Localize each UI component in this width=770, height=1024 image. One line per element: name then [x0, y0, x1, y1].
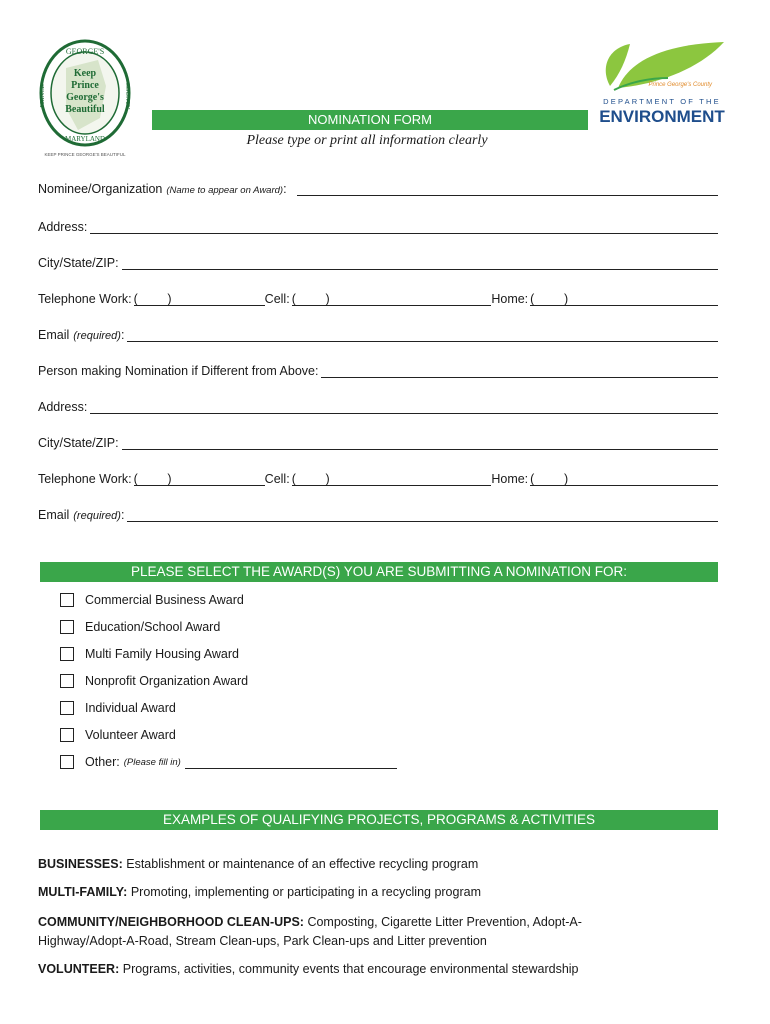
keep-prince-georges-beautiful-logo — [36, 38, 134, 160]
nominator-address-row — [38, 396, 718, 414]
checkbox[interactable] — [60, 647, 74, 661]
checkbox[interactable] — [60, 620, 74, 634]
nominee-name-label: Nominee/Organization — [38, 182, 163, 196]
award-option-label: Education/School Award — [85, 620, 221, 634]
nominator-city-label: City/State/ZIP: — [38, 436, 119, 450]
logo-env-line: ENVIRONMENT — [599, 107, 725, 126]
example-businesses — [38, 855, 718, 874]
nominee-city-row — [38, 252, 718, 270]
award-other-field[interactable] — [185, 755, 397, 769]
nominee-city-field[interactable] — [122, 255, 718, 270]
nominee-cell-phone-field[interactable] — [330, 291, 492, 306]
award-option-nonprofit[interactable] — [60, 672, 248, 690]
example-text: Establishment or maintenance of an effective recycling program — [126, 857, 479, 871]
logo-word-3: George's — [66, 92, 104, 103]
nominator-phone-work-label: Telephone Work: — [38, 472, 132, 486]
nominee-phone-cell-label: Cell: — [264, 292, 290, 306]
award-option-other-hint: (Please fill in) — [123, 756, 181, 768]
nominator-city-field[interactable] — [122, 435, 718, 450]
nominator-work-area-code[interactable]: ( ) — [133, 472, 172, 486]
nominee-phone-home-label: Home: — [491, 292, 529, 306]
example-text: Programs, activities, community events that encourage environmental stewardship — [122, 962, 579, 976]
nominator-cell-phone-field[interactable] — [330, 471, 492, 486]
nominee-address-field[interactable] — [90, 219, 718, 234]
nominee-email-colon: : — [120, 328, 125, 342]
department-of-environment-logo — [590, 38, 730, 130]
nominee-email-hint: (required) — [73, 330, 121, 342]
nominator-work-phone-field[interactable] — [172, 471, 265, 486]
nominator-email-row — [38, 504, 718, 522]
logo-county-text: Prince George's County — [648, 82, 712, 88]
form-subtitle: Please type or print all information clearly — [246, 133, 488, 148]
checkbox[interactable] — [60, 701, 74, 715]
logo-ring-left: PRINCE — [39, 84, 46, 108]
nominator-address-field[interactable] — [90, 399, 718, 414]
nominator-home-area-code[interactable]: ( ) — [530, 472, 569, 486]
example-volunteer — [38, 960, 718, 979]
award-option-label: Individual Award — [85, 701, 176, 715]
nominator-email-label: Email — [38, 508, 70, 522]
nominator-name-label: Person making Nomination if Different from Above: — [38, 364, 319, 378]
award-option-education[interactable] — [60, 618, 220, 636]
example-text: Promoting, implementing or participating in a recycling program — [130, 885, 481, 899]
nominee-address-label: Address: — [38, 220, 88, 234]
nominator-email-field[interactable] — [127, 507, 718, 522]
logo-word-1: Keep — [73, 68, 97, 79]
nominator-name-field[interactable] — [321, 363, 718, 378]
awards-heading: PLEASE SELECT THE AWARD(S) YOU ARE SUBMITTING A NOMINATION FOR: — [40, 562, 718, 582]
nominee-email-label: Email — [38, 328, 70, 342]
nominator-phone-cell-label: Cell: — [264, 472, 290, 486]
logo-word-2: Prince — [71, 80, 99, 91]
award-option-individual[interactable] — [60, 699, 176, 717]
nominee-home-phone-field[interactable] — [568, 291, 718, 306]
nominator-cell-area-code[interactable]: ( ) — [291, 472, 330, 486]
checkbox[interactable] — [60, 593, 74, 607]
example-community-cleanups — [38, 913, 638, 951]
award-option-label: Nonprofit Organization Award — [85, 674, 249, 688]
example-label: BUSINESSES: — [38, 857, 123, 871]
example-multi-family — [38, 883, 718, 902]
checkbox[interactable] — [60, 674, 74, 688]
nominee-city-label: City/State/ZIP: — [38, 256, 119, 270]
checkbox[interactable] — [60, 728, 74, 742]
nominee-email-row — [38, 324, 718, 342]
nominee-phone-work-label: Telephone Work: — [38, 292, 132, 306]
checkbox[interactable] — [60, 755, 74, 769]
nominee-cell-area-code[interactable]: ( ) — [291, 292, 330, 306]
nominee-work-phone-field[interactable] — [172, 291, 265, 306]
award-option-other-label: Other: — [85, 755, 120, 769]
nominee-email-field[interactable] — [127, 327, 718, 342]
nominator-city-row — [38, 432, 718, 450]
nominee-name-field[interactable] — [297, 181, 718, 196]
award-option-volunteer[interactable] — [60, 726, 176, 744]
nominee-phone-row — [38, 288, 718, 306]
example-label: MULTI-FAMILY: — [38, 885, 128, 899]
logo-ring-top: GEORGE'S — [65, 47, 105, 56]
award-option-label: Multi Family Housing Award — [85, 647, 239, 661]
nominee-address-row — [38, 216, 718, 234]
nominator-phone-home-label: Home: — [491, 472, 529, 486]
award-option-label: Volunteer Award — [85, 728, 176, 742]
example-label: VOLUNTEER: — [38, 962, 120, 976]
nominee-work-area-code[interactable]: ( ) — [133, 292, 172, 306]
nominator-phone-row — [38, 468, 718, 486]
nominator-email-hint: (required) — [73, 510, 121, 522]
award-option-commercial[interactable] — [60, 591, 244, 609]
nominator-name-row — [38, 360, 718, 378]
award-option-multi-family[interactable] — [60, 645, 239, 663]
examples-heading: EXAMPLES OF QUALIFYING PROJECTS, PROGRAMS & ACTIVITIES — [40, 810, 718, 830]
form-title: NOMINATION FORM — [152, 110, 588, 130]
logo-word-4: Beautiful — [65, 104, 105, 115]
award-option-label: Commercial Business Award — [85, 593, 244, 607]
nominee-name-hint: (Name to appear on Award) — [166, 185, 284, 196]
award-option-other[interactable] — [60, 753, 397, 771]
example-text: Composting, Cigarette Litter Prevention, Adopt-A-Highway/Adopt-A-Road, Stream Clean-ups, Park Clean-ups and Litter prevention — [38, 915, 582, 948]
nominee-name-colon: : — [283, 182, 287, 196]
example-label: COMMUNITY/NEIGHBORHOOD CLEAN-UPS: — [38, 915, 304, 929]
nominator-address-label: Address: — [38, 400, 88, 414]
logo-ring-bottom: MARYLAND — [64, 135, 106, 143]
nominator-email-colon: : — [120, 508, 125, 522]
nominator-home-phone-field[interactable] — [568, 471, 718, 486]
nominee-name-row — [38, 178, 718, 196]
logo-ring-right: COUNTY — [124, 82, 131, 110]
logo-caption: KEEP PRINCE GEORGE'S BEAUTIFUL — [44, 152, 126, 157]
logo-dept-line: DEPARTMENT OF THE — [603, 97, 721, 106]
nominee-home-area-code[interactable]: ( ) — [530, 292, 569, 306]
